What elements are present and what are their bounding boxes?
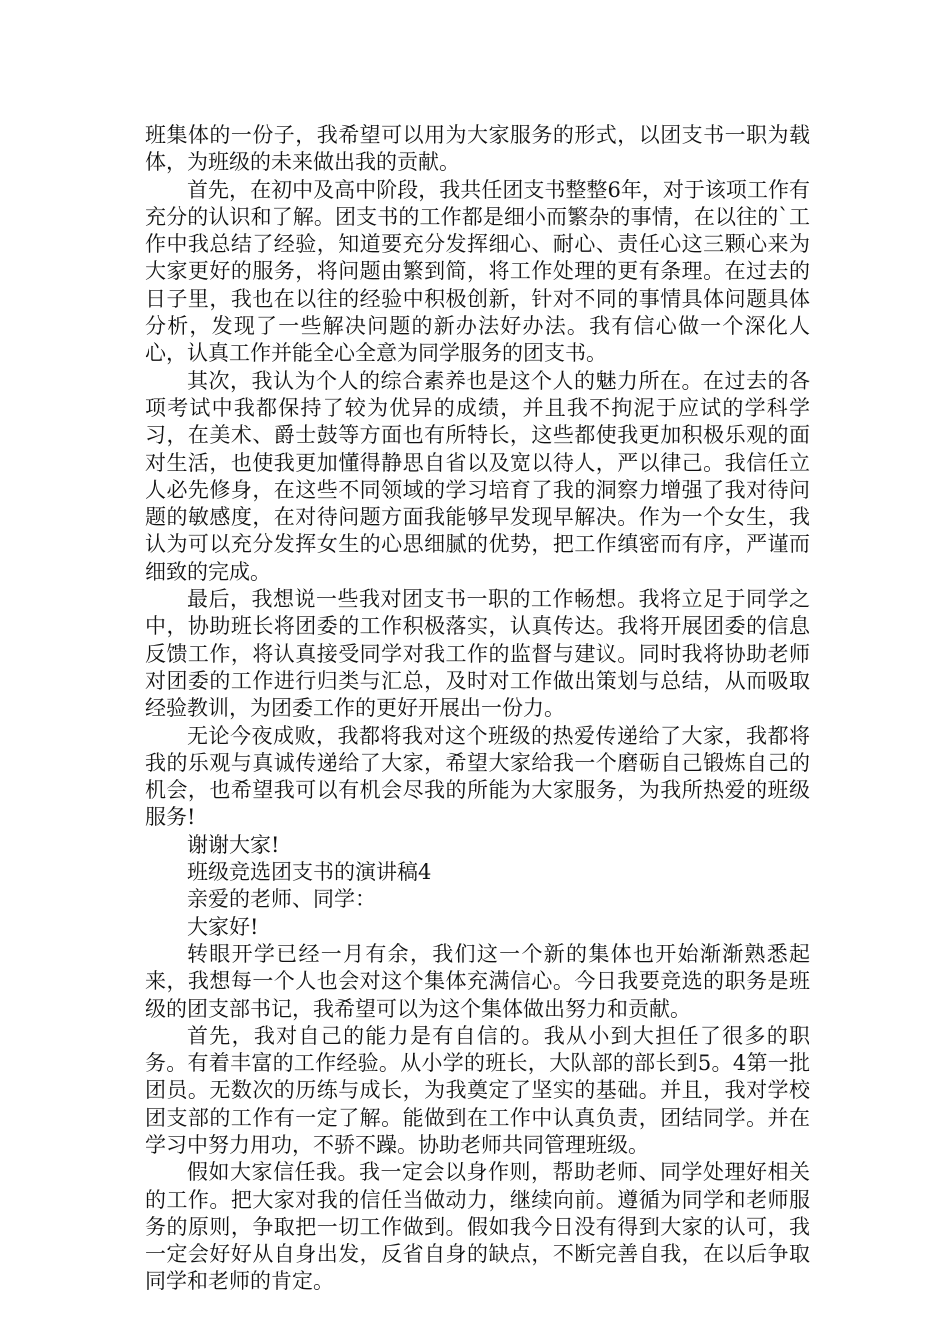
- greeting: 大家好!: [187, 914, 259, 939]
- speech-title: 班级竞选团支书的演讲稿4: [187, 860, 432, 885]
- paragraph-closing: 无论今夜成败，我都将我对这个班级的热爱传递给了大家，我都将我的乐观与真诚传递给了大家，希望大家给我一个磨砺自己锻炼自己的机会，也希望我可以有机会尽我的所能为大家服务，为我所热爱的班级服务!: [145, 723, 810, 830]
- paragraph-qualities: 其次，我认为个人的综合素养也是这个人的魅力所在。在过去的各项考试中我都保持了较为优异的成绩，并且我不拘泥于应试的学科学习，在美术、爵士鼓等方面也有所特长，这些都使我更加积极乐观的面对生活，也使我更加懂得静思自省以及宽以待人，严以律己。我信任立人必先修身，在这些不同领域的学习培育了我的洞察力增强了我对待问题的敏感度，在对待问题方面我能够早发现早解决。作为一个女生，我认为可以充分发挥女生的心思细腻的优势，把工作缜密而有序，严谨而细致的完成。: [145, 368, 810, 584]
- salutation: 亲爱的老师、同学：: [187, 887, 376, 912]
- paragraph-plans: 最后，我想说一些我对团支书一职的工作畅想。我将立足于同学之中，协助班长将团委的工作积极落实，认真传达。我将开展团委的信息反馈工作，将认真接受同学对我工作的监督与建议。同时我将协助老师对团委的工作进行归类与汇总，及时对工作做出策划与总结，从而吸取经验教训，为团委工作的更好开展出一份力。: [145, 587, 810, 721]
- paragraph-experience: 首先，在初中及高中阶段，我共任团支书整整6年，对于该项工作有充分的认识和了解。团支书的工作都是细小而繁杂的事情，在以往的`工作中我总结了经验，知道要充分发挥细心、耐心、责任心这三颗心来为大家更好的服务，将问题由繁到简，将工作处理的更有条理。在过去的日子里，我也在以往的经验中积极创新，针对不同的事情具体问题具体分析，发现了一些解决问题的新办法好办法。我有信心做一个深化人心，认真工作并能全心全意为同学服务的团支书。: [145, 177, 810, 366]
- paragraph-ability: 首先，我对自己的能力是有自信的。我从小到大担任了很多的职务。有着丰富的工作经验。从小学的班长，大队部的部长到5。4第一批团员。无数次的历练与成长，为我奠定了坚实的基础。并且，我对学校团支部的工作有一定了解。能做到在工作中认真负责，团结同学。并在学习中努力用功，不骄不躁。协助老师共同管理班级。: [145, 1023, 810, 1157]
- document-body: [145, 122, 810, 1296]
- paragraph-intro: 转眼开学已经一月有余，我们这一个新的集体也开始渐渐熟悉起来，我想每一个人也会对这个集体充满信心。今日我要竞选的职务是班级的团支部书记，我希望可以为这个集体做出努力和贡献。: [145, 941, 810, 1021]
- paragraph-thanks: 谢谢大家!: [187, 832, 280, 857]
- paragraph-commitment: 假如大家信任我。我一定会以身作则，帮助老师、同学处理好相关的工作。把大家对我的信任当做动力，继续向前。遵循为同学和老师服务的原则，争取把一切工作做到。假如我今日没有得到大家的认可，我一定会好好从自身出发，反省自身的缺点，不断完善自我，在以后争取同学和老师的肯定。: [145, 1160, 810, 1294]
- paragraph-continuation: 班集体的一份子，我希望可以用为大家服务的形式，以团支书一职为载体，为班级的未来做出我的贡献。: [145, 123, 810, 175]
